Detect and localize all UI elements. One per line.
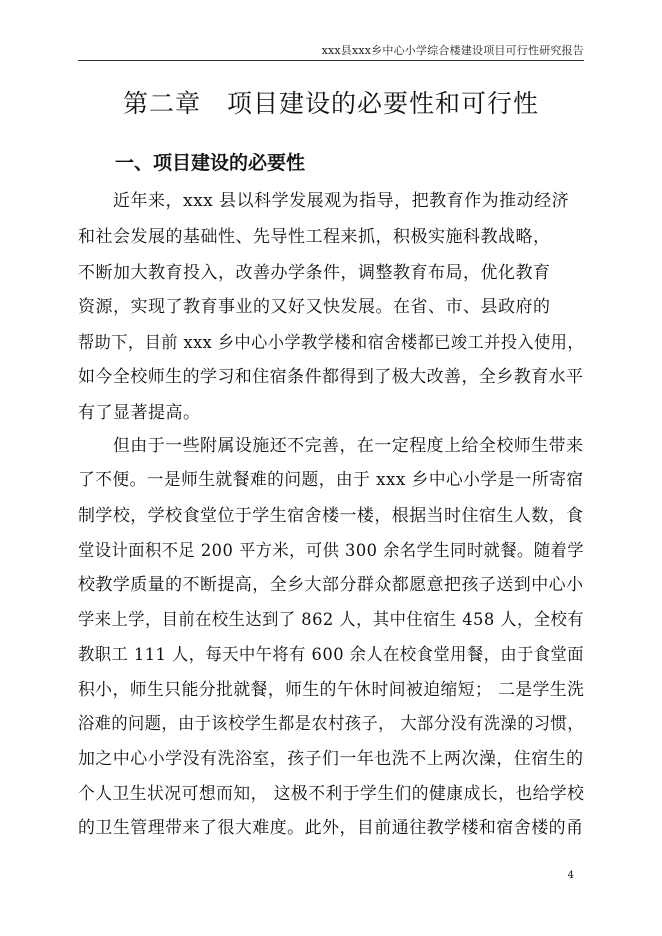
body-line: 的卫生管理带来了很大难度。此外，目前通往教学楼和宿舍楼的甬	[78, 818, 584, 838]
body-line: 校教学质量的不断提高，全乡大部分群众都愿意把孩子送到中心小	[78, 575, 584, 595]
body-line: 资源，实现了教育事业的又好又快发展。在省、市、县政府的	[78, 297, 551, 317]
body-line: 但由于一些附属设施还不完善，在一定程度上给全校师生带来	[78, 436, 584, 456]
body-line: 积小，师生只能分批就餐，师生的午休时间被迫缩短； 二是学生洗	[78, 680, 585, 700]
body-line: 加之中心小学没有洗浴室，孩子们一年也洗不上两次澡，住宿生的	[78, 749, 584, 769]
body-line: 浴难的问题，由于该校学生都是农村孩子， 大部分没有洗澡的习惯，	[78, 714, 584, 734]
body-line: 有了显著提高。	[78, 403, 201, 423]
body-line: 帮助下，目前 xxx 乡中心小学教学楼和宿舍楼都已竣工并投入使用，	[78, 333, 585, 353]
body-line: 近年来，xxx 县以科学发展观为指导，把教育作为推动经济	[78, 191, 570, 211]
body-line: 堂设计面积不足 200 平方米，可供 300 余名学生同时就餐。随着学	[78, 541, 585, 561]
running-header: xxx县xxx乡中心小学综合楼建设项目可行性研究报告	[321, 44, 584, 57]
body-line: 学来上学，目前在校生达到了 862 人，其中住宿生 458 人，全校有	[78, 610, 585, 630]
body-line: 了不便。一是师生就餐难的问题，由于 xxx 乡中心小学是一所寄宿	[78, 470, 584, 490]
body-line: 不断加大教育投入，改善办学条件，调整教育布局，优化教育	[78, 263, 551, 283]
header-rule	[78, 60, 584, 61]
body-line: 个人卫生状况可想而知， 这极不利于学生们的健康成长，也给学校	[78, 784, 585, 804]
page-number: 4	[567, 870, 574, 881]
body-line: 和社会发展的基础性、先导性工程来抓，积极实施科教战略，	[78, 227, 551, 247]
body-line: 制学校，学校食堂位于学生宿舍楼一楼，根据当时住宿生人数，食	[78, 506, 584, 526]
body-line: 教职工 111 人，每天中午将有 600 余人在校食堂用餐，由于食堂面	[78, 645, 585, 665]
chapter-title: 第二章 项目建设的必要性和可行性	[122, 89, 539, 118]
section-heading: 一、项目建设的必要性	[115, 152, 306, 174]
body-line: 如今全校师生的学习和住宿条件都得到了极大改善，全乡教育水平	[78, 367, 584, 387]
